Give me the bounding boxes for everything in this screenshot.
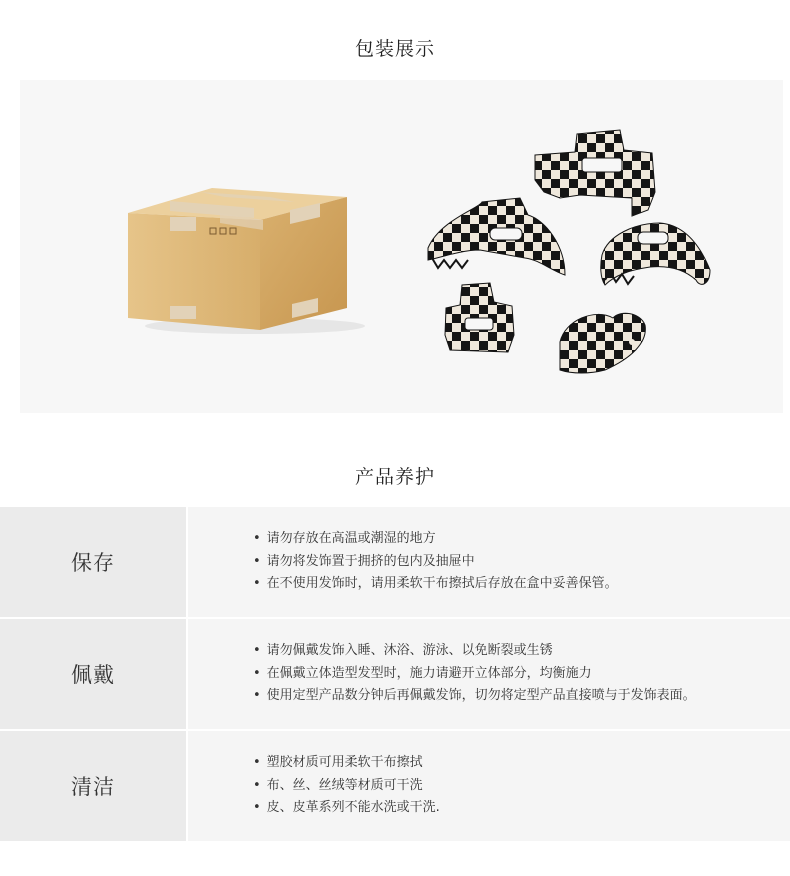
care-label: 清洁 xyxy=(0,731,186,841)
packaging-section-title: 包装展示 xyxy=(354,38,435,60)
packaging-illustration xyxy=(20,80,783,413)
care-table xyxy=(0,507,790,843)
list-item: • 请勿存放在高温或潮湿的地方 xyxy=(253,528,790,551)
care-row-wearing xyxy=(0,619,790,729)
care-row-cleaning xyxy=(0,731,790,841)
care-list xyxy=(188,528,790,596)
care-list xyxy=(188,752,790,820)
claw-large-rect xyxy=(535,130,655,216)
claw-curved-left xyxy=(428,198,565,275)
list-item: • 布、丝、丝绒等材质可干洗 xyxy=(253,775,790,798)
list-item: • 请勿佩戴发饰入睡、沐浴、游泳、以免断裂或生锈 xyxy=(253,640,790,663)
list-item: • 在不使用发饰时，请用柔软干布擦拭后存放在盒中妥善保管。 xyxy=(253,573,790,596)
claw-curved-right xyxy=(601,223,710,285)
list-item: • 请勿将发饰置于拥挤的包内及抽屉中 xyxy=(253,551,790,574)
checkered-hair-claws xyxy=(428,130,710,373)
care-label: 保存 xyxy=(0,507,186,617)
care-section-title: 产品养护 xyxy=(354,466,435,488)
claw-small-square xyxy=(445,283,514,352)
list-item: • 皮、皮革系列不能水洗或干洗. xyxy=(253,797,790,820)
packaging-showcase xyxy=(20,80,783,413)
list-item: • 塑胶材质可用柔软干布擦拭 xyxy=(253,752,790,775)
cardboard-box xyxy=(128,188,365,334)
care-row-storage xyxy=(0,507,790,617)
claw-heart xyxy=(560,313,645,373)
care-content xyxy=(188,619,790,729)
care-content xyxy=(188,731,790,841)
list-item: • 在佩戴立体造型发型时，施力请避开立体部分，均衡施力 xyxy=(253,663,790,686)
care-list xyxy=(188,640,790,708)
care-label: 佩戴 xyxy=(0,619,186,729)
care-content xyxy=(188,507,790,617)
list-item: • 使用定型产品数分钟后再佩戴发饰，切勿将定型产品直接喷与于发饰表面。 xyxy=(253,685,790,708)
